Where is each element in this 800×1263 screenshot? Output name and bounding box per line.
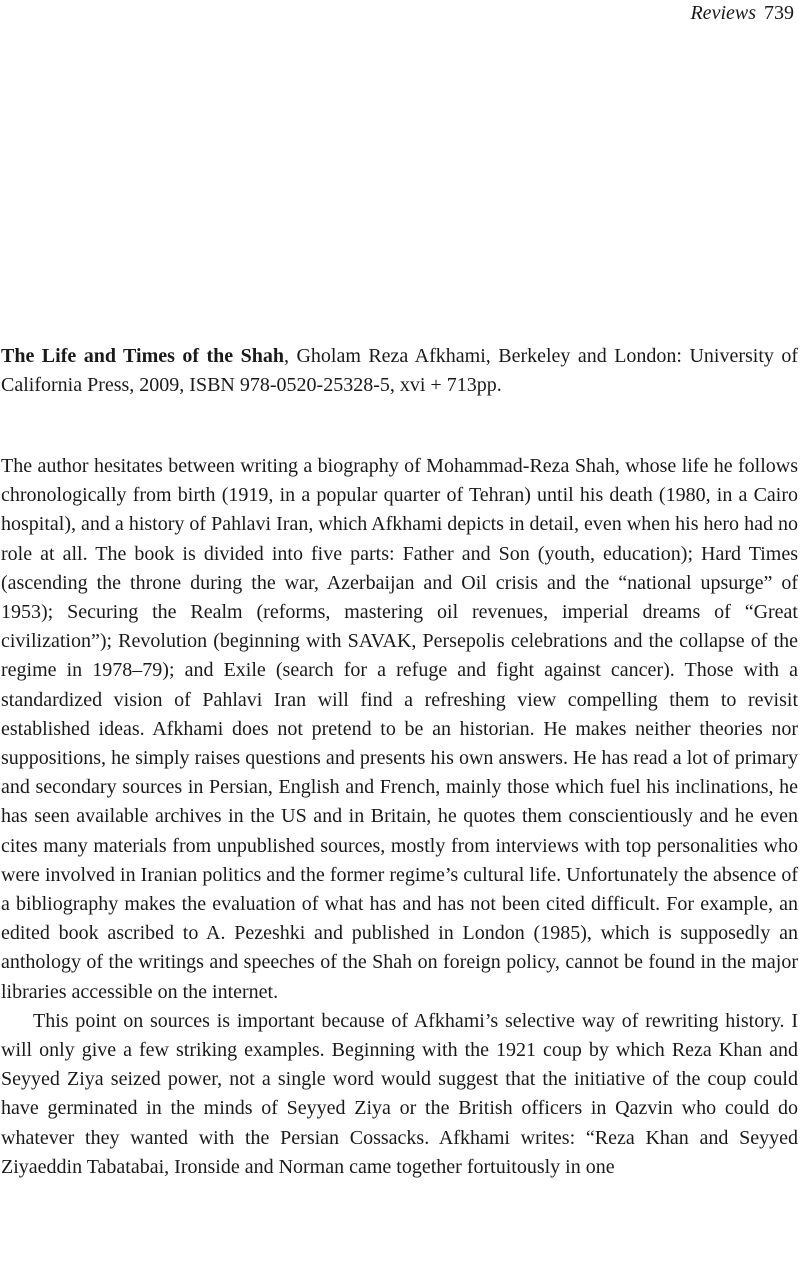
paragraph-1: The author hesitates between writing a biography of Mohammad-Reza Shah, whose life he follows chronologically from birth (1919, in a popular quarter of Tehran) until his death (1980, in a Cairo hospital), and a history of Pahlavi Iran, which Afkhami depicts in detail, even when his hero had no role at all. The book is divided into five parts: Father and Son (youth, education); Hard Times (ascending the throne during the war, Azerbaijan and Oil crisis and the “national upsurge” of 1953); Securing the Realm (reforms, mastering oil revenues, imperial dreams of “Great civilization”); Revolution (beginning with SAVAK, Persepolis celebrations and the collapse of the regime in 1978–79); and Exile (search for a refuge and fight against cancer). Those with a standardized vision of Pahlavi Iran will find a refreshing view compelling them to revisit established ideas. Afkhami does not pretend to be an historian. He makes neither theories nor suppositions, he simply raises questions and presents his own answers. He has read a lot of primary and secondary sources in Persian, English and French, mainly those which fuel his inclinations, he has seen available archives in the US and in Britain, he quotes them conscientiously and he even cites many materials from unpublished sources, mostly from interviews with top personalities who were involved in Iranian politics and the former regime’s cultural life. Unfortunately the absence of a bibliography makes the evaluation of what has and has not been cited difficult. For example, an edited book ascribed to A. Pezeshki and published in London (1985), which is supposedly an anthology of the writings and speeches of the Shah on foreign policy, cannot be found in the major libraries accessible on the internet. — [1, 455, 798, 1003]
review-body — [1, 452, 798, 1182]
running-head-section: Reviews — [690, 2, 756, 24]
book-citation — [1, 342, 798, 400]
book-title: The Life and Times of the Shah — [1, 345, 284, 367]
page-number: 739 — [764, 2, 794, 24]
citation-details: , Gholam Reza Afkhami, Berkeley and London: University of California Press, 2009, ISBN 978-0520-25328-5, xvi + 713pp. — [1, 345, 799, 396]
running-head — [690, 0, 794, 26]
paragraph-2: This point on sources is important because of Afkhami’s selective way of rewriting history. I will only give a few striking examples. Beginning with the 1921 coup by which Reza Khan and Seyyed Ziya seized power, not a single word would suggest that the initiative of the coup could have germinated in the minds of Seyyed Ziya or the British officers in Qazvin who could do whatever they wanted with the Persian Cossacks. Afkhami writes: “Reza Khan and Seyyed Ziyaeddin Tabatabai, Ironside and Norman came together fortuitously in one — [1, 1009, 798, 1178]
